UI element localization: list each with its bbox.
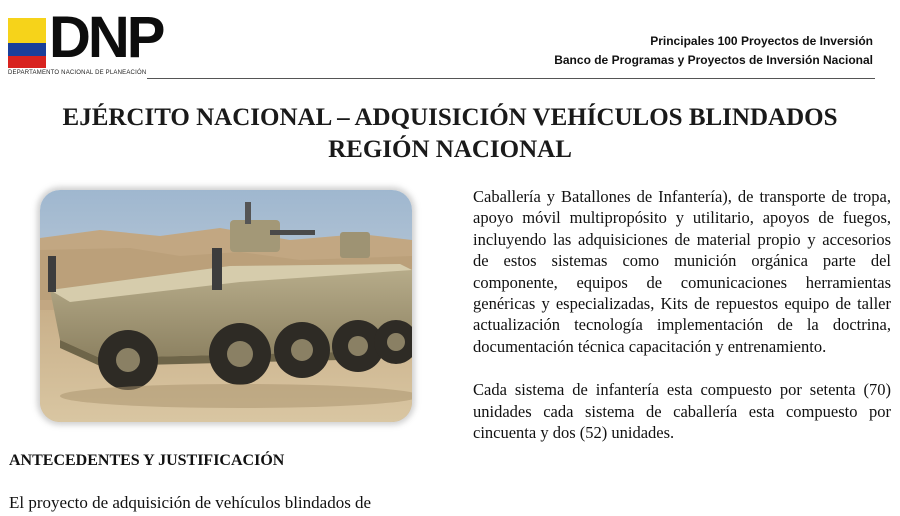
section-heading: ANTECEDENTES Y JUSTIFICACIÓN <box>9 452 285 469</box>
header-right <box>554 32 873 70</box>
colombia-flag-icon <box>8 18 46 68</box>
page-header <box>0 0 900 84</box>
logo-subtitle: DEPARTAMENTO NACIONAL DE PLANEACIÓN <box>8 70 147 76</box>
armored-vehicle-photo <box>40 190 412 422</box>
dnp-logo: DNP <box>49 5 163 70</box>
page-title <box>0 102 900 166</box>
header-divider <box>147 78 875 79</box>
right-paragraph-1: Caballería y Batallones de Infantería), de transporte de tropa, apoyo móvil multipropósito y utilitario, apoyos de fuegos, incluyendo las adquisiciones de material propio y accesorios de estos sistemas como munición orgánica parte del componente, equipos de comunicaciones herramientas genéricas y especializadas, Kits de repuestos equipo de taller actualización tecnología implementación de la doctrina, documentación técnica capacitación y entrenamiento. <box>473 187 891 356</box>
title-line-2: REGIÓN NACIONAL <box>328 136 572 163</box>
header-line-1: Principales 100 Proyectos de Inversión <box>650 34 873 48</box>
right-column <box>473 186 891 465</box>
left-paragraph: El proyecto de adquisición de vehículos blindados de <box>9 493 372 512</box>
title-line-1: EJÉRCITO NACIONAL – ADQUISICIÓN VEHÍCULOS BLINDADOS <box>62 104 838 131</box>
header-line-2: Banco de Programas y Proyectos de Inversión Nacional <box>554 53 873 67</box>
right-paragraph-2: Cada sistema de infantería esta compuesto por setenta (70) unidades cada sistema de caballería esta compuesto por cincuenta y dos (52) unidades. <box>473 380 891 443</box>
